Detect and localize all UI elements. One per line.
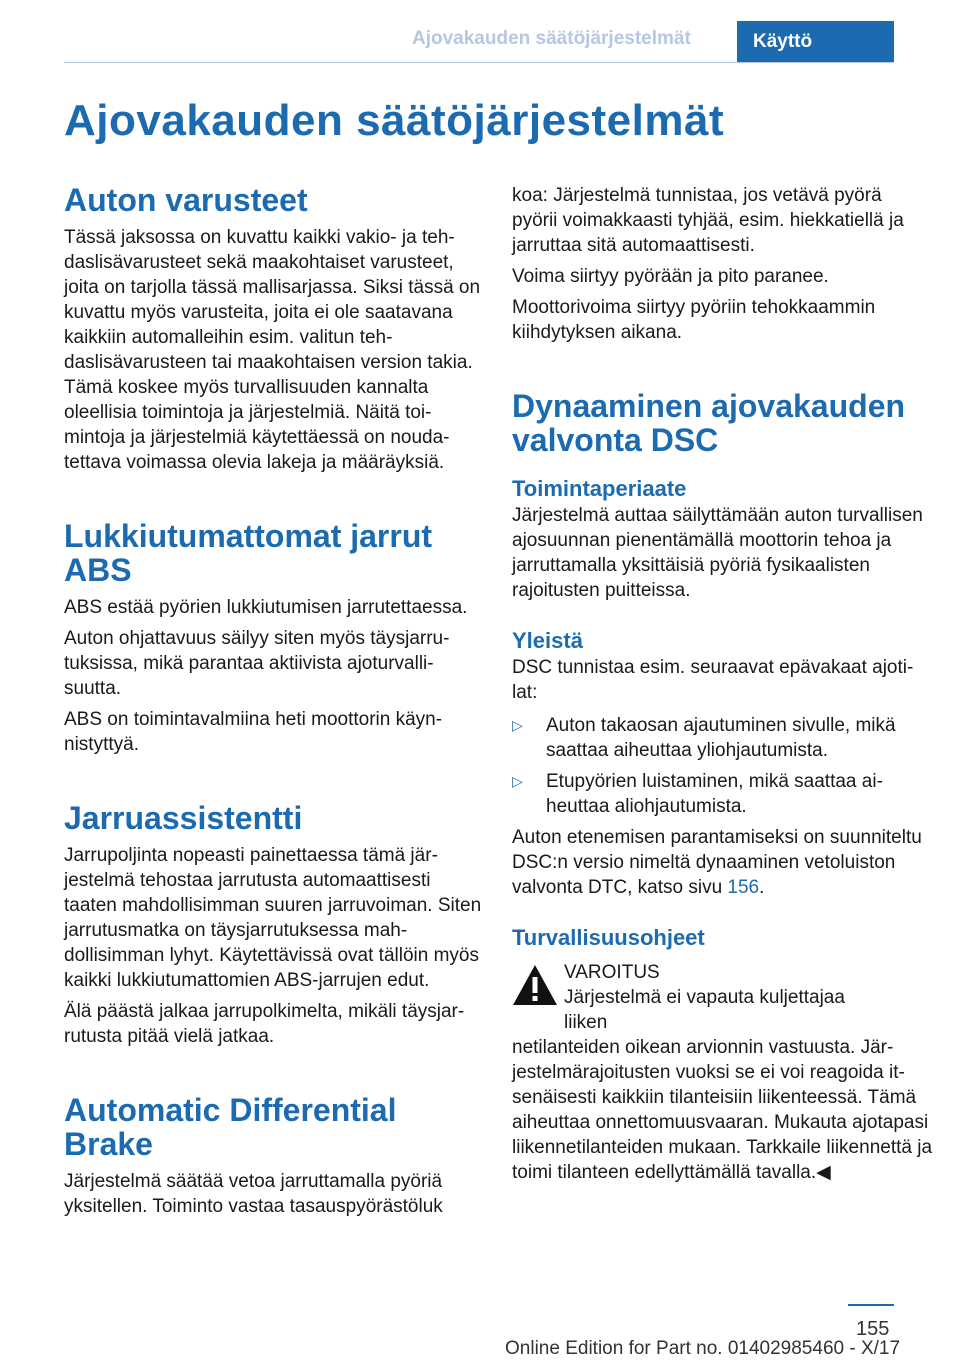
list-item-text: Etupyörien luistaminen, mikä saattaa aiheuttaa aliohjautumista. (546, 771, 883, 817)
paragraph-adb: Järjestelmä säätää vetoa jarruttamalla pyöriä yksitellen. Toiminto vastaa tasauspyörästöluk (64, 1171, 443, 1217)
paragraph-principle: Järjestelmä auttaa säilyttämään auton turvallisen ajosuunnan pienentämällä moottorin tehoa ja jarruttamalla yksittäisiä pyöriä fysikaalisten rajoitusten puitteissa. (512, 505, 923, 601)
edition-text: Online Edition for Part no. 01402985460 - X/17 (505, 1338, 901, 1359)
paragraph-abs-1: ABS estää pyörien lukkiutumisen jarrutettaessa. (64, 597, 468, 618)
left-column (64, 183, 484, 1225)
paragraph-power-1: Voima siirtyy pyörään ja pito paranee. (512, 266, 829, 287)
page-link[interactable]: 156 (727, 877, 760, 898)
triangle-bullet-icon: ▷ (512, 773, 523, 789)
heading-adb: Automatic Differential Brake (64, 1092, 397, 1162)
heading-brake-assist: Jarruassistentti (64, 800, 303, 836)
warning-label: VAROITUS (564, 962, 660, 983)
list-item (512, 769, 932, 819)
heading-abs: Lukkiutumattomat jarrut ABS (64, 518, 433, 588)
page-title: Ajovakauden säätöjärjestelmät (64, 96, 725, 145)
heading-general: Yleistä (512, 628, 583, 653)
paragraph-brake-assist-2: Älä päästä jalkaa jarrupolkimelta, mikäli täysjarrutusta pitää vielä jatkaa. (64, 1001, 465, 1047)
header-section-title: Ajovakauden säätöjärjestelmät (412, 28, 691, 49)
header-rule (64, 62, 894, 63)
paragraph-adb-continued: koa: Järjestelmä tunnistaa, jos vetävä pyörä pyörii voimakkaasti tyhjää, esim. hiekkatiellä ja jarruttaa sitä automaattisesti. (512, 185, 904, 256)
paragraph-brake-assist-1: Jarrupoljinta nopeasti painettaessa tämä järjestelmä tehostaa jarrutusta automaattisesti taaten mahdollisimman suuren jarruvoiman. Siten jarrutusmatka on täysjarrutuksessa mahdollisimman lyhyt. Käytettävissä ovat tällöin myös kaikki lukkiutumattomien ABS-jarrujen edut. (64, 845, 482, 991)
paragraph-dtc: Auton etenemisen parantamiseksi on suunniteltu DSC:n versio nimeltä dynaaminen vetoluiston valvonta DTC, katso sivu 156. (512, 827, 922, 898)
paragraph-power-2: Moottorivoima siirtyy pyöriin tehokkaammin kiihdytyksen aikana. (512, 297, 876, 343)
list-item (512, 713, 932, 763)
list-item-text: Auton takaosan ajautuminen sivulle, mikä saattaa aiheuttaa yliohjautumista. (546, 715, 896, 761)
heading-equipment: Auton varusteet (64, 182, 308, 218)
warning-text-first-line: Järjestelmä ei vapauta kuljettajaa liiken (564, 987, 845, 1033)
warning-icon (512, 964, 558, 1006)
heading-dsc: Dynaaminen ajovakauden valvonta DSC (512, 388, 906, 458)
paragraph-general: DSC tunnistaa esim. seuraavat epävakaat ajotilat: (512, 657, 914, 703)
paragraph-abs-3: ABS on toimintavalmiina heti moottorin käynnistyttyä. (64, 709, 443, 755)
heading-principle: Toimintaperiaate (512, 476, 687, 501)
triangle-bullet-icon: ▷ (512, 717, 523, 733)
footer-rule (848, 1304, 894, 1306)
warning-text: netilanteiden oikean arvionnin vastuusta. Järjestelmärajoitusten vuoksi se ei voi reagoida itsenäisesti kaikkiin tilanteisiin liikenteessä. Tämä aiheuttaa onnettomuusvaaran. Mukauta ajotapasi liikennetilanteiden mukaan. Tarkkaile liikennettä ja toimi tilanteen edellyttämällä tavalla.◀ (512, 1037, 933, 1183)
heading-safety: Turvallisuusohjeet (512, 925, 705, 950)
warning-block (512, 960, 932, 1035)
page-number: 155 (856, 1318, 890, 1340)
paragraph-abs-2: Auton ohjattavuus säilyy siten myös täysjarrutuksissa, mikä parantaa aktiivista ajoturvallisuutta. (64, 628, 450, 699)
right-column (512, 183, 932, 1185)
header-tab[interactable]: Käyttö (737, 21, 894, 63)
paragraph-equipment: Tässä jaksossa on kuvattu kaikki vakio- ja tehdaslisävarusteet sekä maakohtaiset varusteet, joita on tarjolla tässä mallisarjassa. Siksi tässä on kuvattu myös varusteita, joita ei ole saatavana kaikkiin automalleihin esim. valitun tehdaslisävarusteen tai maakohtaisen version takia. Tämä koskee myös turvallisuuden kannalta oleellisia toimintoja ja järjestelmiä. Näitä toimintoja ja järjestelmiä käytettäessä on noudatettava voimassa olevia lakeja ja määräyksiä. (64, 227, 481, 473)
